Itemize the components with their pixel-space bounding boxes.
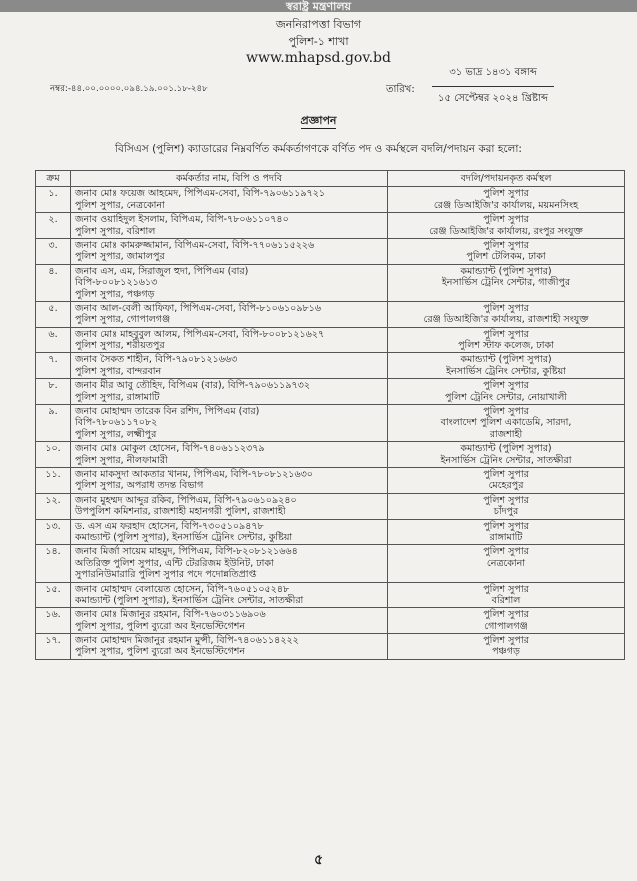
table-row [36,608,625,634]
table-row [36,238,625,264]
table-body [36,187,625,659]
row-officer [71,379,388,405]
table-row [36,327,625,353]
document-title-text: প্রজ্ঞাপন [300,114,337,127]
posting-line: বাংলাদেশ পুলিশ একাডেমি, সারদা, [440,417,572,429]
row-officer [71,634,388,660]
date-bangla: ৩১ ভাদ্র ১৪৩১ বঙ্গাব্দ [432,64,554,87]
row-officer [71,187,388,213]
officer-line: জনাব মোঃ ফয়েজ আহমেদ, পিপিএম-সেবা, বিপি-৭৯০৬১১৯৭২১ [75,188,326,200]
page-number: ৫ [313,852,324,868]
posting-line: ইনসার্ভিস ট্রেনিং সেন্টার, সাতক্ষীরা [440,454,572,466]
row-officer [71,442,388,468]
row-officer [71,301,388,327]
row-posting [388,405,625,442]
row-officer [71,608,388,634]
posting-line: পুলিশ টেলিকম, ঢাকা [466,251,546,263]
row-serial: ১৩. [36,519,71,545]
header-officer: কর্মকর্তার নাম, বিপি ও পদবি [71,171,388,187]
posting-line: পুলিশ সুপার [483,583,529,595]
posting-line: পুলিশ সুপার [483,468,529,480]
header-division: জননিরাপত্তা বিভাগ [275,18,362,31]
officer-line: কমান্ড্যান্ট (পুলিশ সুপার), ইনসার্ভিস ট্রেনিং সেন্টার, কুষ্টিয়া [75,531,293,543]
table-row [36,187,625,213]
officer-line: পুলিশ সুপার, পঞ্চগড় [75,288,155,300]
posting-line: পুলিশ সুপার [483,214,529,226]
table-row [36,467,625,493]
row-officer [71,213,388,239]
header-serial: ক্রম [36,171,71,187]
officer-line: পুলিশ সুপার, রাঙ্গামাটি [75,391,160,403]
posting-line: পুলিশ স্টাফ কলেজ, ঢাকা [458,340,554,352]
row-officer [71,264,388,301]
row-serial: ২. [36,213,71,239]
posting-line: পুলিশ সুপার [483,239,529,251]
row-posting [388,213,625,239]
officer-line: পুলিশ সুপার, শরীয়তপুর [75,340,165,352]
header-ministry-strip [0,0,637,12]
officer-line: বিপি-৮০০৮১২১৬১৩ [75,277,158,289]
date-gregorian: ১৫ সেপ্টেম্বর ২০২৪ খ্রিষ্টাব্দ [438,93,548,104]
posting-line: রেঞ্জ ডিআইজি'র কার্যালয়, ময়মনসিংহ [433,199,579,211]
officer-line: জনাব মোঃ কামরুজ্জামান, বিপিএম-সেবা, বিপি-৭৭০৬১১৫২২৬ [75,239,315,251]
transfer-table [35,170,625,660]
officer-line: পুলিশ সুপার, গোপালগঞ্জ [75,314,171,326]
row-posting [388,608,625,634]
posting-line: ইনসার্ভিস ট্রেনিং সেন্টার, কুষ্টিয়া [446,365,566,377]
table-row [36,582,625,608]
posting-line: রাজশাহী [489,428,523,440]
officer-line: জনাব মুহম্মদ আব্দুর রকিব, পিপিএম, বিপি-৭৯০৬১০৯২৪০ [75,494,297,506]
row-serial: ৪. [36,264,71,301]
row-officer [71,467,388,493]
row-serial: ১৫. [36,582,71,608]
officer-line: জনাব মোহাম্মদ তারেক বিন রশিদ, পিপিএম (বার) [75,406,260,418]
officer-line: পুলিশ সুপার, পুলিশ ব্যুরো অব ইনভেস্টিগেশন [75,620,246,632]
row-posting [388,634,625,660]
document-title [0,112,637,131]
table-row [36,545,625,582]
header-ministry: স্বরাষ্ট্র মন্ত্রণালয় [285,0,352,13]
posting-line: রাঙ্গামাটি [489,531,523,543]
posting-line: পুলিশ সুপার [483,188,529,200]
table-row [36,442,625,468]
posting-line: পুলিশ সুপার [483,302,529,314]
posting-line: ইনসার্ভিস ট্রেনিং সেন্টার, গাজীপুর [441,277,571,289]
table-row [36,379,625,405]
row-posting [388,353,625,379]
row-posting [388,327,625,353]
officer-line: পুলিশ সুপার, নীলফামারী [75,454,168,466]
posting-line: চাঁদপুর [493,506,519,518]
officer-line: ড. এস এম ফরহাদ হোসেন, বিপি-৭৩০৫১০৯৪৭৮ [75,520,264,532]
officer-line: জনাব মাকসুদা আকতার খানম, পিপিএম, বিপি-৭৮০৮১২১৬৩০ [75,468,313,480]
row-serial: ১৭. [36,634,71,660]
row-serial: ৬. [36,327,71,353]
posting-line: পুলিশ সুপার [483,406,529,418]
row-posting [388,301,625,327]
table-row [36,405,625,442]
posting-line: কমান্ড্যান্ট (পুলিশ সুপার) [460,354,552,366]
row-serial: ৯. [36,405,71,442]
officer-line: জনাব মীর আবু তৌহিদ, বিপিএম (বার), বিপি-৭৯০৬১১৯৭৩২ [75,380,311,392]
row-posting [388,379,625,405]
posting-line: পুলিশ সুপার [483,520,529,532]
posting-line: মেহেরপুর [488,480,524,492]
table-row [36,301,625,327]
row-serial: ১২. [36,493,71,519]
officer-line: অতিরিক্ত পুলিশ সুপার, এন্টি টেররিজম ইউনিট, ঢাকা [75,557,274,569]
officer-line: কমান্ড্যান্ট (পুলিশ সুপার), ইনসার্ভিস ট্রেনিং সেন্টার, সাতক্ষীরা [75,594,304,606]
officer-line: জনাব মোহাম্মদ মিজানুর রহমান মুন্সী, বিপি-৭৪০৬১১৪২২২ [75,635,299,647]
row-posting [388,467,625,493]
row-posting [388,493,625,519]
date-box [432,64,554,108]
row-serial: ১০. [36,442,71,468]
posting-line: পুলিশ ট্রেনিং সেন্টার, নোয়াখালী [444,391,568,403]
posting-line: পুলিশ সুপার [483,635,529,647]
posting-line: পুলিশ সুপার [483,546,529,558]
officer-line: জনাব মোঃ মাহবুবুল আলম, পিপিএম-সেবা, বিপি-৮০০৮১২১৬২৭ [75,328,325,340]
row-officer [71,545,388,582]
officer-line: পুলিশ সুপার, বরিশাল [75,225,156,237]
row-serial: ১. [36,187,71,213]
memo-number: নম্বর:-৪৪.০০.০০০০.০৯৪.১৯.০০১.১৮-২৪৮ [50,84,208,94]
row-officer [71,353,388,379]
posting-line: গোপালগঞ্জ [484,620,528,632]
row-serial: ৭. [36,353,71,379]
officer-line: জনাব এস, এম, সিরাজুল হুদা, পিপিএম (বার) [75,265,249,277]
header-branch: পুলিশ-১ শাখা [288,35,349,48]
row-posting [388,545,625,582]
posting-line: রেঞ্জ ডিআইজি'র কার্যালয়, রাজশাহী সংযুক্ত [423,314,589,326]
row-posting [388,519,625,545]
posting-line: কমান্ড্যান্ট (পুলিশ সুপার) [460,265,552,277]
header-posting: বদলি/পদায়নকৃত কর্মস্থল [388,171,625,187]
posting-line: রেঞ্জ ডিআইজি'র কার্যালয়, রংপুর সংযুক্ত [429,225,583,237]
table-header-row [36,171,625,187]
officer-line: জনাব মোঃ মিজানুর রহমান, বিপি-৭৬০৩১১৬৯০৬ [75,609,266,621]
officer-line: পুলিশ সুপার, অপরাধ তদন্ত বিভাগ [75,480,204,492]
row-serial: ৮. [36,379,71,405]
row-serial: ১৬. [36,608,71,634]
officer-line: জনাব মোঃ মোকুল হোসেন, বিপি-৭৪০৬১১২৩৭৯ [75,443,265,455]
officer-line: জনাব মোহাম্মদ বেলায়েত হোসেন, বিপি-৭৬০৫১০৫২৪৮ [75,583,290,595]
table-row [36,493,625,519]
row-posting [388,442,625,468]
posting-line: পুলিশ সুপার [483,328,529,340]
row-officer [71,493,388,519]
row-officer [71,582,388,608]
date-label: তারিখ: [386,84,415,95]
officer-line: পুলিশ সুপার, বান্দরবান [75,365,162,377]
header-website: www.mhapsd.gov.bd [246,50,391,66]
row-posting [388,264,625,301]
officer-line: জনাব আল-বেলী আফিফা, পিপিএম-সেবা, বিপি-৮১০৬১০৯৮১৬ [75,302,322,314]
row-serial: ১৪. [36,545,71,582]
row-serial: ৩. [36,238,71,264]
row-officer [71,405,388,442]
officer-line: উপপুলিশ কমিশনার, রাজশাহী মহানগরী পুলিশ, রাজশাহী [75,506,286,518]
posting-line: পঞ্চগড় [492,646,520,658]
officer-line: জনাব ওয়াহিদুল ইসলাম, বিপিএম, বিপি-৭৮০৬১১০৭৪০ [75,214,289,226]
row-officer [71,238,388,264]
posting-line: নেত্রকোনা [486,557,526,569]
table-row [36,264,625,301]
posting-line: বরিশাল [491,594,521,606]
posting-line: পুলিশ সুপার [483,380,529,392]
officer-line: পুলিশ সুপার, পুলিশ ব্যুরো অব ইনভেস্টিগেশন [75,646,246,658]
posting-line: কমান্ড্যান্ট (পুলিশ সুপার) [460,443,552,455]
posting-line: পুলিশ সুপার [483,494,529,506]
row-posting [388,238,625,264]
posting-line: পুলিশ সুপার [483,609,529,621]
row-officer [71,519,388,545]
table-row [36,634,625,660]
row-officer [71,327,388,353]
row-serial: ৫. [36,301,71,327]
officer-line: বিপি-৭৮০৬১১৭০৮২ [75,417,158,429]
officer-line: পুলিশ সুপার, নেত্রকোনা [75,199,165,211]
table-row [36,353,625,379]
row-posting [388,582,625,608]
officer-line: পুলিশ সুপার, জামালপুর [75,251,165,263]
row-serial: ১১. [36,467,71,493]
intro-text: বিসিএস (পুলিশ) ক্যাডারের নিম্নবর্ণিত কর্মকর্তাগণকে বর্ণিত পদ ও কর্মস্থলে বদলি/পদায়ন করা হলো: [115,143,522,155]
officer-line: সুপারনিউমারারি পুলিশ সুপার পদে পদোন্নতিপ্রাপ্ত [75,569,257,581]
row-posting [388,187,625,213]
officer-line: জনাব মির্জা সায়েম মাহমুদ, পিপিএম, বিপি-৮২০৮১২১৬৬৪ [75,546,298,558]
table-row [36,519,625,545]
table-row [36,213,625,239]
officer-line: জনাব সৈকত শাহীন, বিপি-৭৯০৮১২১৬৬৩ [75,354,238,366]
officer-line: পুলিশ সুপার, লক্ষ্মীপুর [75,428,157,440]
